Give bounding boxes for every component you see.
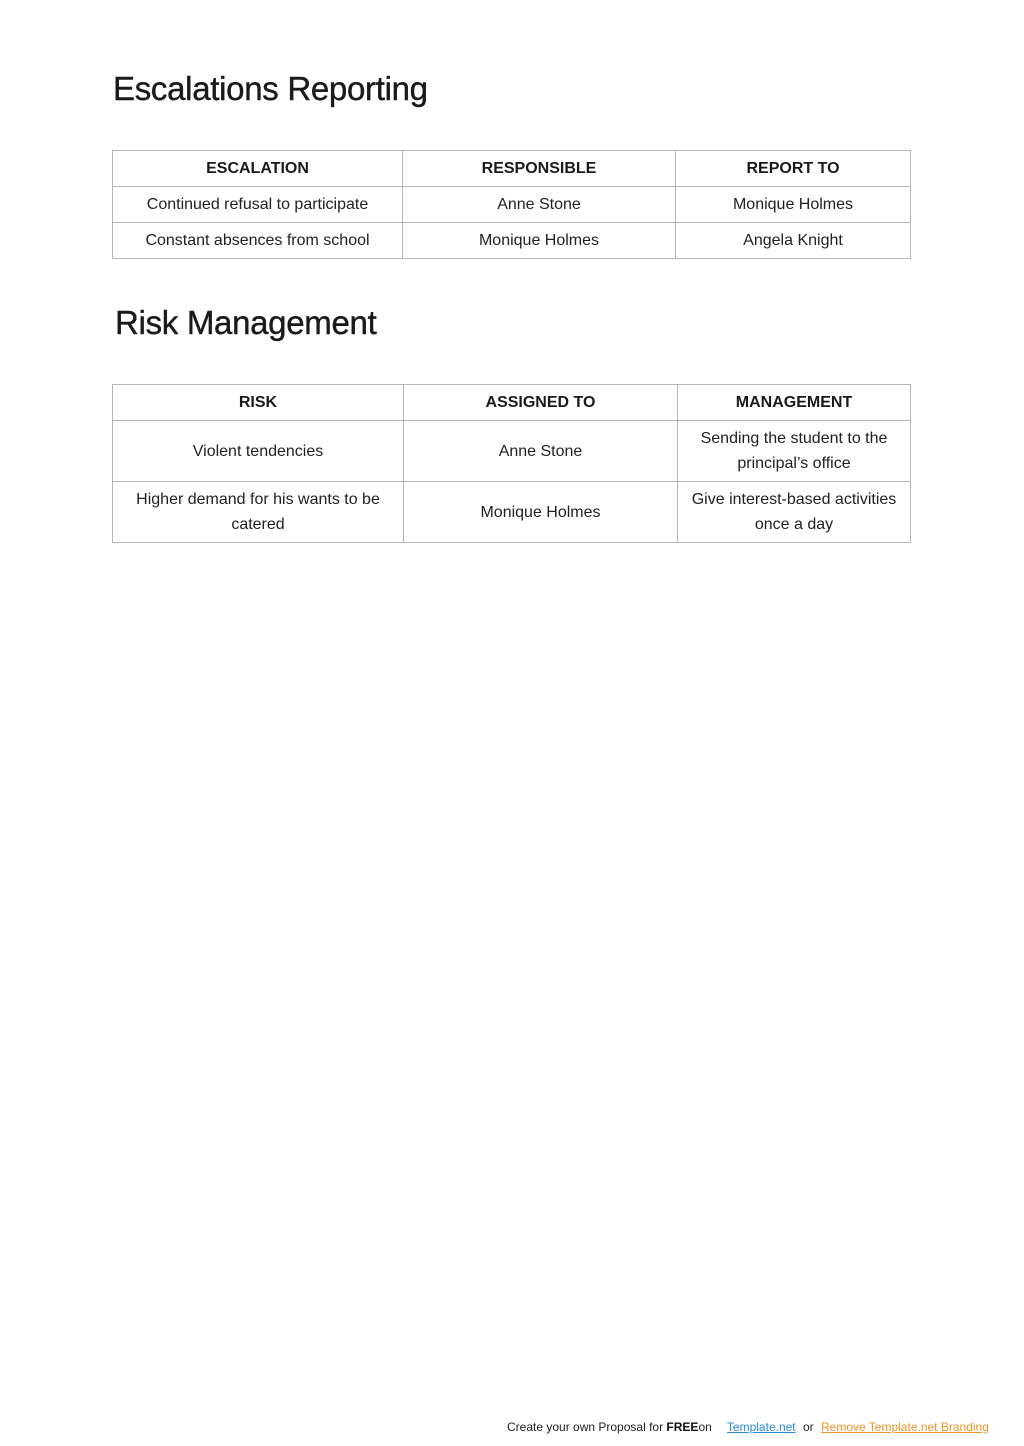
- table-cell: Violent tendencies: [113, 421, 404, 482]
- column-header: MANAGEMENT: [678, 385, 911, 421]
- table-cell: Sending the student to the principal’s office: [678, 421, 911, 482]
- table-cell: Anne Stone: [403, 187, 676, 223]
- table-row: [113, 187, 911, 223]
- table-cell: Monique Holmes: [404, 482, 678, 543]
- table-header-row: [113, 151, 911, 187]
- table-cell: Continued refusal to participate: [113, 187, 403, 223]
- table-cell: Angela Knight: [676, 223, 911, 259]
- table-row: [113, 482, 911, 543]
- column-header: RISK: [113, 385, 404, 421]
- column-header: ESCALATION: [113, 151, 403, 187]
- table-cell: Monique Holmes: [403, 223, 676, 259]
- template-net-link[interactable]: Template.net: [726, 1420, 796, 1434]
- footer-or: or: [802, 1420, 814, 1434]
- table-cell: Higher demand for his wants to be catered: [113, 482, 404, 543]
- footer-free: FREE: [666, 1420, 699, 1434]
- escalations-title: Escalations Reporting: [113, 70, 428, 107]
- risk-title: Risk Management: [115, 304, 377, 341]
- remove-branding-link[interactable]: Remove Template.net Branding: [821, 1420, 989, 1434]
- table-cell: Constant absences from school: [113, 223, 403, 259]
- footer-on: on: [698, 1420, 712, 1434]
- footer-prefix: Create your own Proposal for: [507, 1420, 664, 1434]
- column-header: REPORT TO: [676, 151, 911, 187]
- table-cell: Anne Stone: [404, 421, 678, 482]
- table-row: [113, 421, 911, 482]
- table-row: [113, 223, 911, 259]
- table-cell: Give interest-based activities once a day: [678, 482, 911, 543]
- escalations-table: [112, 150, 911, 259]
- column-header: ASSIGNED TO: [404, 385, 678, 421]
- risk-table: [112, 384, 911, 543]
- table-cell: Monique Holmes: [676, 187, 911, 223]
- footer-branding: [507, 1420, 989, 1434]
- table-header-row: [113, 385, 911, 421]
- column-header: RESPONSIBLE: [403, 151, 676, 187]
